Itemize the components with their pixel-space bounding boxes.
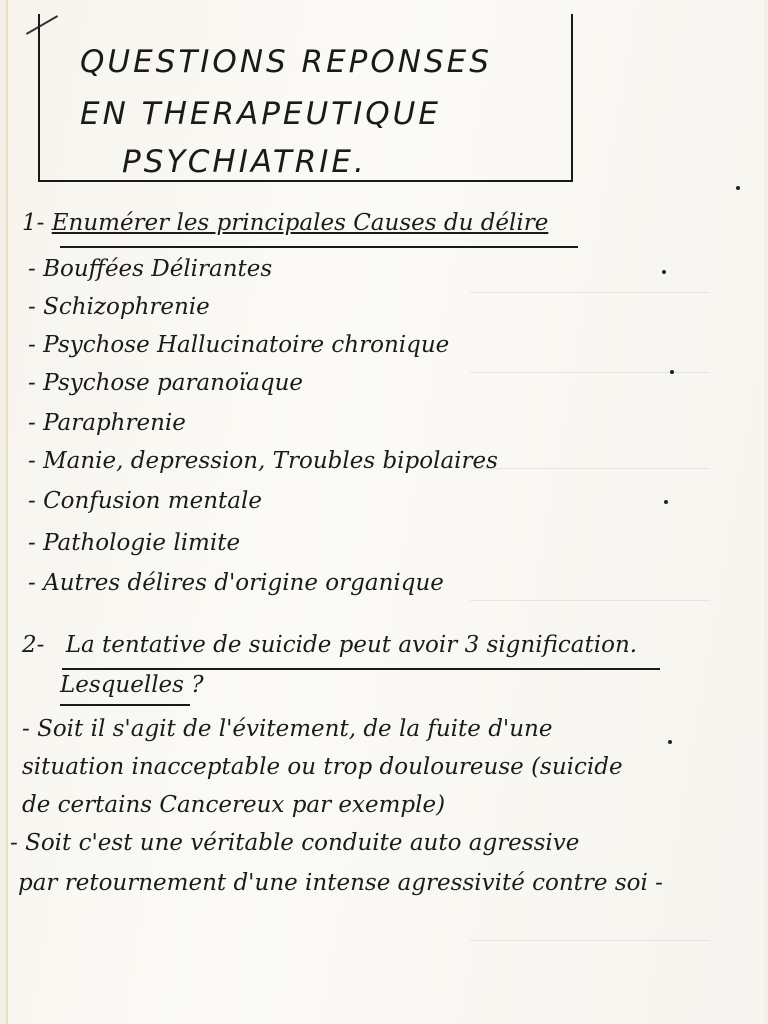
list-item: - Pathologie limite xyxy=(28,530,241,556)
question-2-number: 2- xyxy=(22,632,45,658)
title-line-2: EN THERAPEUTIQUE xyxy=(80,96,441,132)
show-through-line xyxy=(470,372,710,373)
answer-line: de certains Cancereux par exemple) xyxy=(22,792,446,818)
show-through-line xyxy=(470,940,710,941)
question-1-number: 1- xyxy=(22,210,45,236)
margin-dot xyxy=(736,186,740,190)
question-1-text: Enumérer les principales Causes du délire xyxy=(51,210,549,236)
list-item: - Psychose paranoïaque xyxy=(28,370,304,396)
question-1 xyxy=(22,210,548,236)
list-item: - Bouffées Délirantes xyxy=(28,256,273,282)
question-2-underline-2 xyxy=(60,704,190,706)
answer-line: - Soit il s'agit de l'évitement, de la fuite d'une xyxy=(22,716,553,742)
margin-dot xyxy=(668,740,672,744)
show-through-line xyxy=(470,600,710,601)
show-through-line xyxy=(470,292,710,293)
question-2 xyxy=(22,632,637,658)
list-item: - Psychose Hallucinatoire chronique xyxy=(28,332,450,358)
list-item: - Confusion mentale xyxy=(28,488,262,514)
title-line-1: QUESTIONS REPONSES xyxy=(80,44,492,80)
show-through-line xyxy=(470,468,710,469)
margin-dot xyxy=(664,500,668,504)
question-2-underline xyxy=(62,668,660,670)
answer-line: - Soit c'est une véritable conduite auto agressive xyxy=(10,830,580,856)
list-item: - Paraphrenie xyxy=(28,410,186,436)
question-2-text: La tentative de suicide peut avoir 3 signification. xyxy=(65,632,638,658)
list-item: - Schizophrenie xyxy=(28,294,210,320)
title-box xyxy=(38,14,573,182)
list-item: - Autres délires d'origine organique xyxy=(28,570,444,596)
answer-line: par retournement d'une intense agressivité contre soi - xyxy=(18,870,663,896)
list-item: - Manie, depression, Troubles bipolaires xyxy=(28,448,498,474)
margin-dot xyxy=(662,270,666,274)
answer-line: situation inacceptable ou trop douloureuse (suicide xyxy=(22,754,623,780)
question-1-underline xyxy=(60,246,578,248)
title-line-3: PSYCHIATRIE. xyxy=(122,144,367,180)
question-2-text-2: Lesquelles ? xyxy=(60,672,204,698)
